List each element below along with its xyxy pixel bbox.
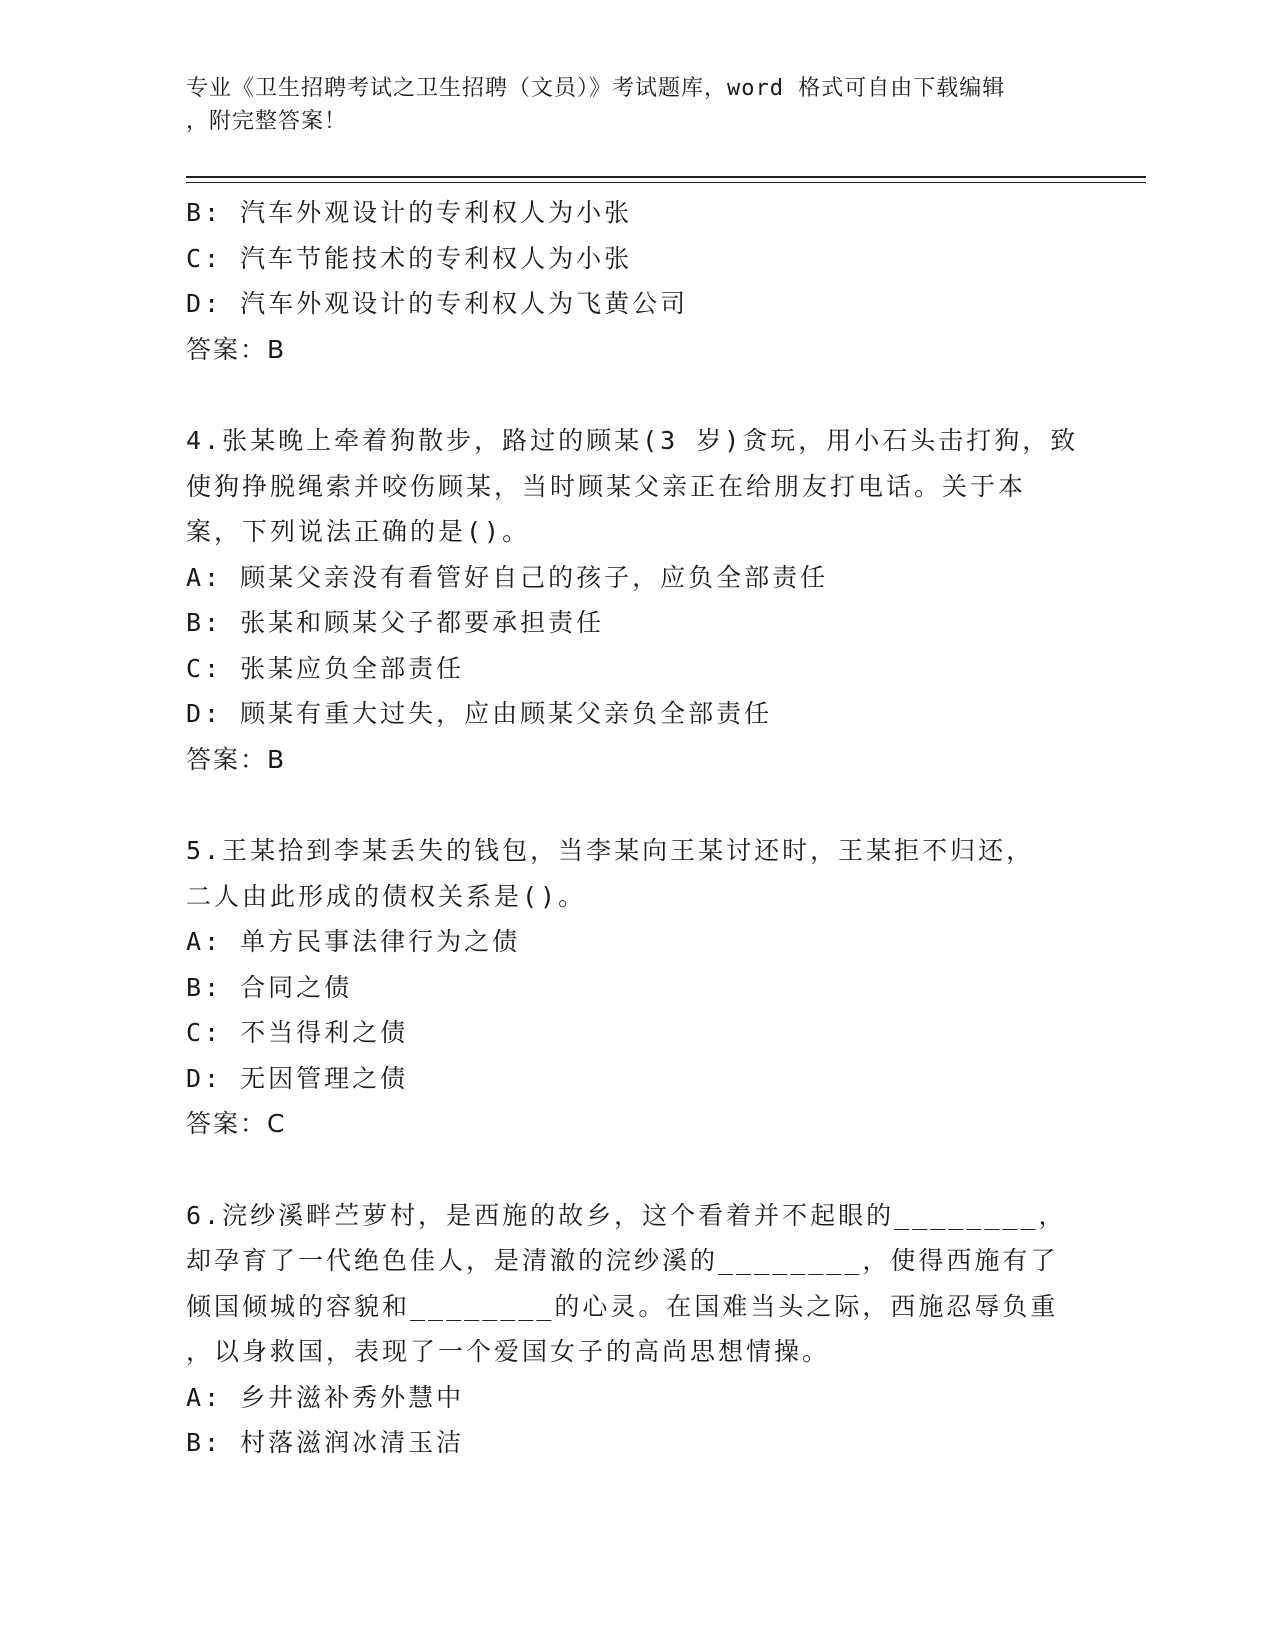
stem-line: 案，下列说法正确的是()。 <box>186 517 531 546</box>
question-stem <box>186 1193 1086 1375</box>
document-body <box>186 190 1086 1466</box>
answer: 答案：B <box>186 744 287 774</box>
document-header <box>186 72 1086 138</box>
option-c: C: 汽车节能技术的专利权人为小张 <box>186 243 633 273</box>
header-divider-thick <box>186 176 1146 178</box>
stem-line: 却孕育了一代绝色佳人，是清澈的浣纱溪的________，使得西施有了 <box>186 1246 1059 1275</box>
header-divider-thin <box>186 182 1146 183</box>
option-b: B: 村落滋润冰清玉洁 <box>186 1428 465 1457</box>
option-a: A: 顾某父亲没有看管好自己的孩子，应负全部责任 <box>186 562 829 592</box>
question-4 <box>186 418 1086 782</box>
option-b: B: 张某和顾某父子都要承担责任 <box>186 608 605 637</box>
option-d: D: 汽车外观设计的专利权人为飞黄公司 <box>186 289 689 318</box>
option-b: B: 合同之债 <box>186 972 353 1002</box>
stem-line: 5.王某拾到李某丢失的钱包，当李某向王某讨还时，王某拒不归还， <box>186 836 1035 865</box>
stem-line: 使狗挣脱绳索并咬伤顾某，当时顾某父亲正在给朋友打电话。关于本 <box>186 471 1027 501</box>
header-line-2: ，附完整答案！ <box>186 109 348 134</box>
stem-line: 4.张某晚上牵着狗散步，路过的顾某(3 岁)贪玩，用小石头击打狗，致 <box>186 426 1079 455</box>
answer: 答案：C <box>186 1109 287 1138</box>
stem-line: ，以身救国，表现了一个爱国女子的高尚思想情操。 <box>186 1337 831 1366</box>
option-b: B: 汽车外观设计的专利权人为小张 <box>186 198 633 227</box>
option-a: A: 乡井滋补秀外慧中 <box>186 1382 465 1412</box>
question-stem <box>186 418 1086 555</box>
stem-line: 二人由此形成的债权关系是()。 <box>186 881 587 911</box>
option-a: A: 单方民事法律行为之债 <box>186 927 521 956</box>
question-6 <box>186 1193 1086 1466</box>
question-5 <box>186 828 1086 1147</box>
option-d: D: 无因管理之债 <box>186 1063 409 1093</box>
option-c: C: 不当得利之债 <box>186 1018 409 1047</box>
header-line-1: 专业《卫生招聘考试之卫生招聘（文员）》考试题库，word 格式可自由下载编辑 <box>186 76 1006 101</box>
answer: 答案：B <box>186 334 287 364</box>
option-c: C: 张某应负全部责任 <box>186 653 465 683</box>
question-3-tail <box>186 190 1086 372</box>
stem-line: 倾国倾城的容貌和________的心灵。在国难当头之际，西施忍辱负重 <box>186 1291 1059 1321</box>
option-d: D: 顾某有重大过失，应由顾某父亲负全部责任 <box>186 699 773 728</box>
stem-line: 6.浣纱溪畔苎萝村，是西施的故乡，这个看着并不起眼的________， <box>186 1200 1067 1230</box>
question-stem <box>186 828 1086 919</box>
